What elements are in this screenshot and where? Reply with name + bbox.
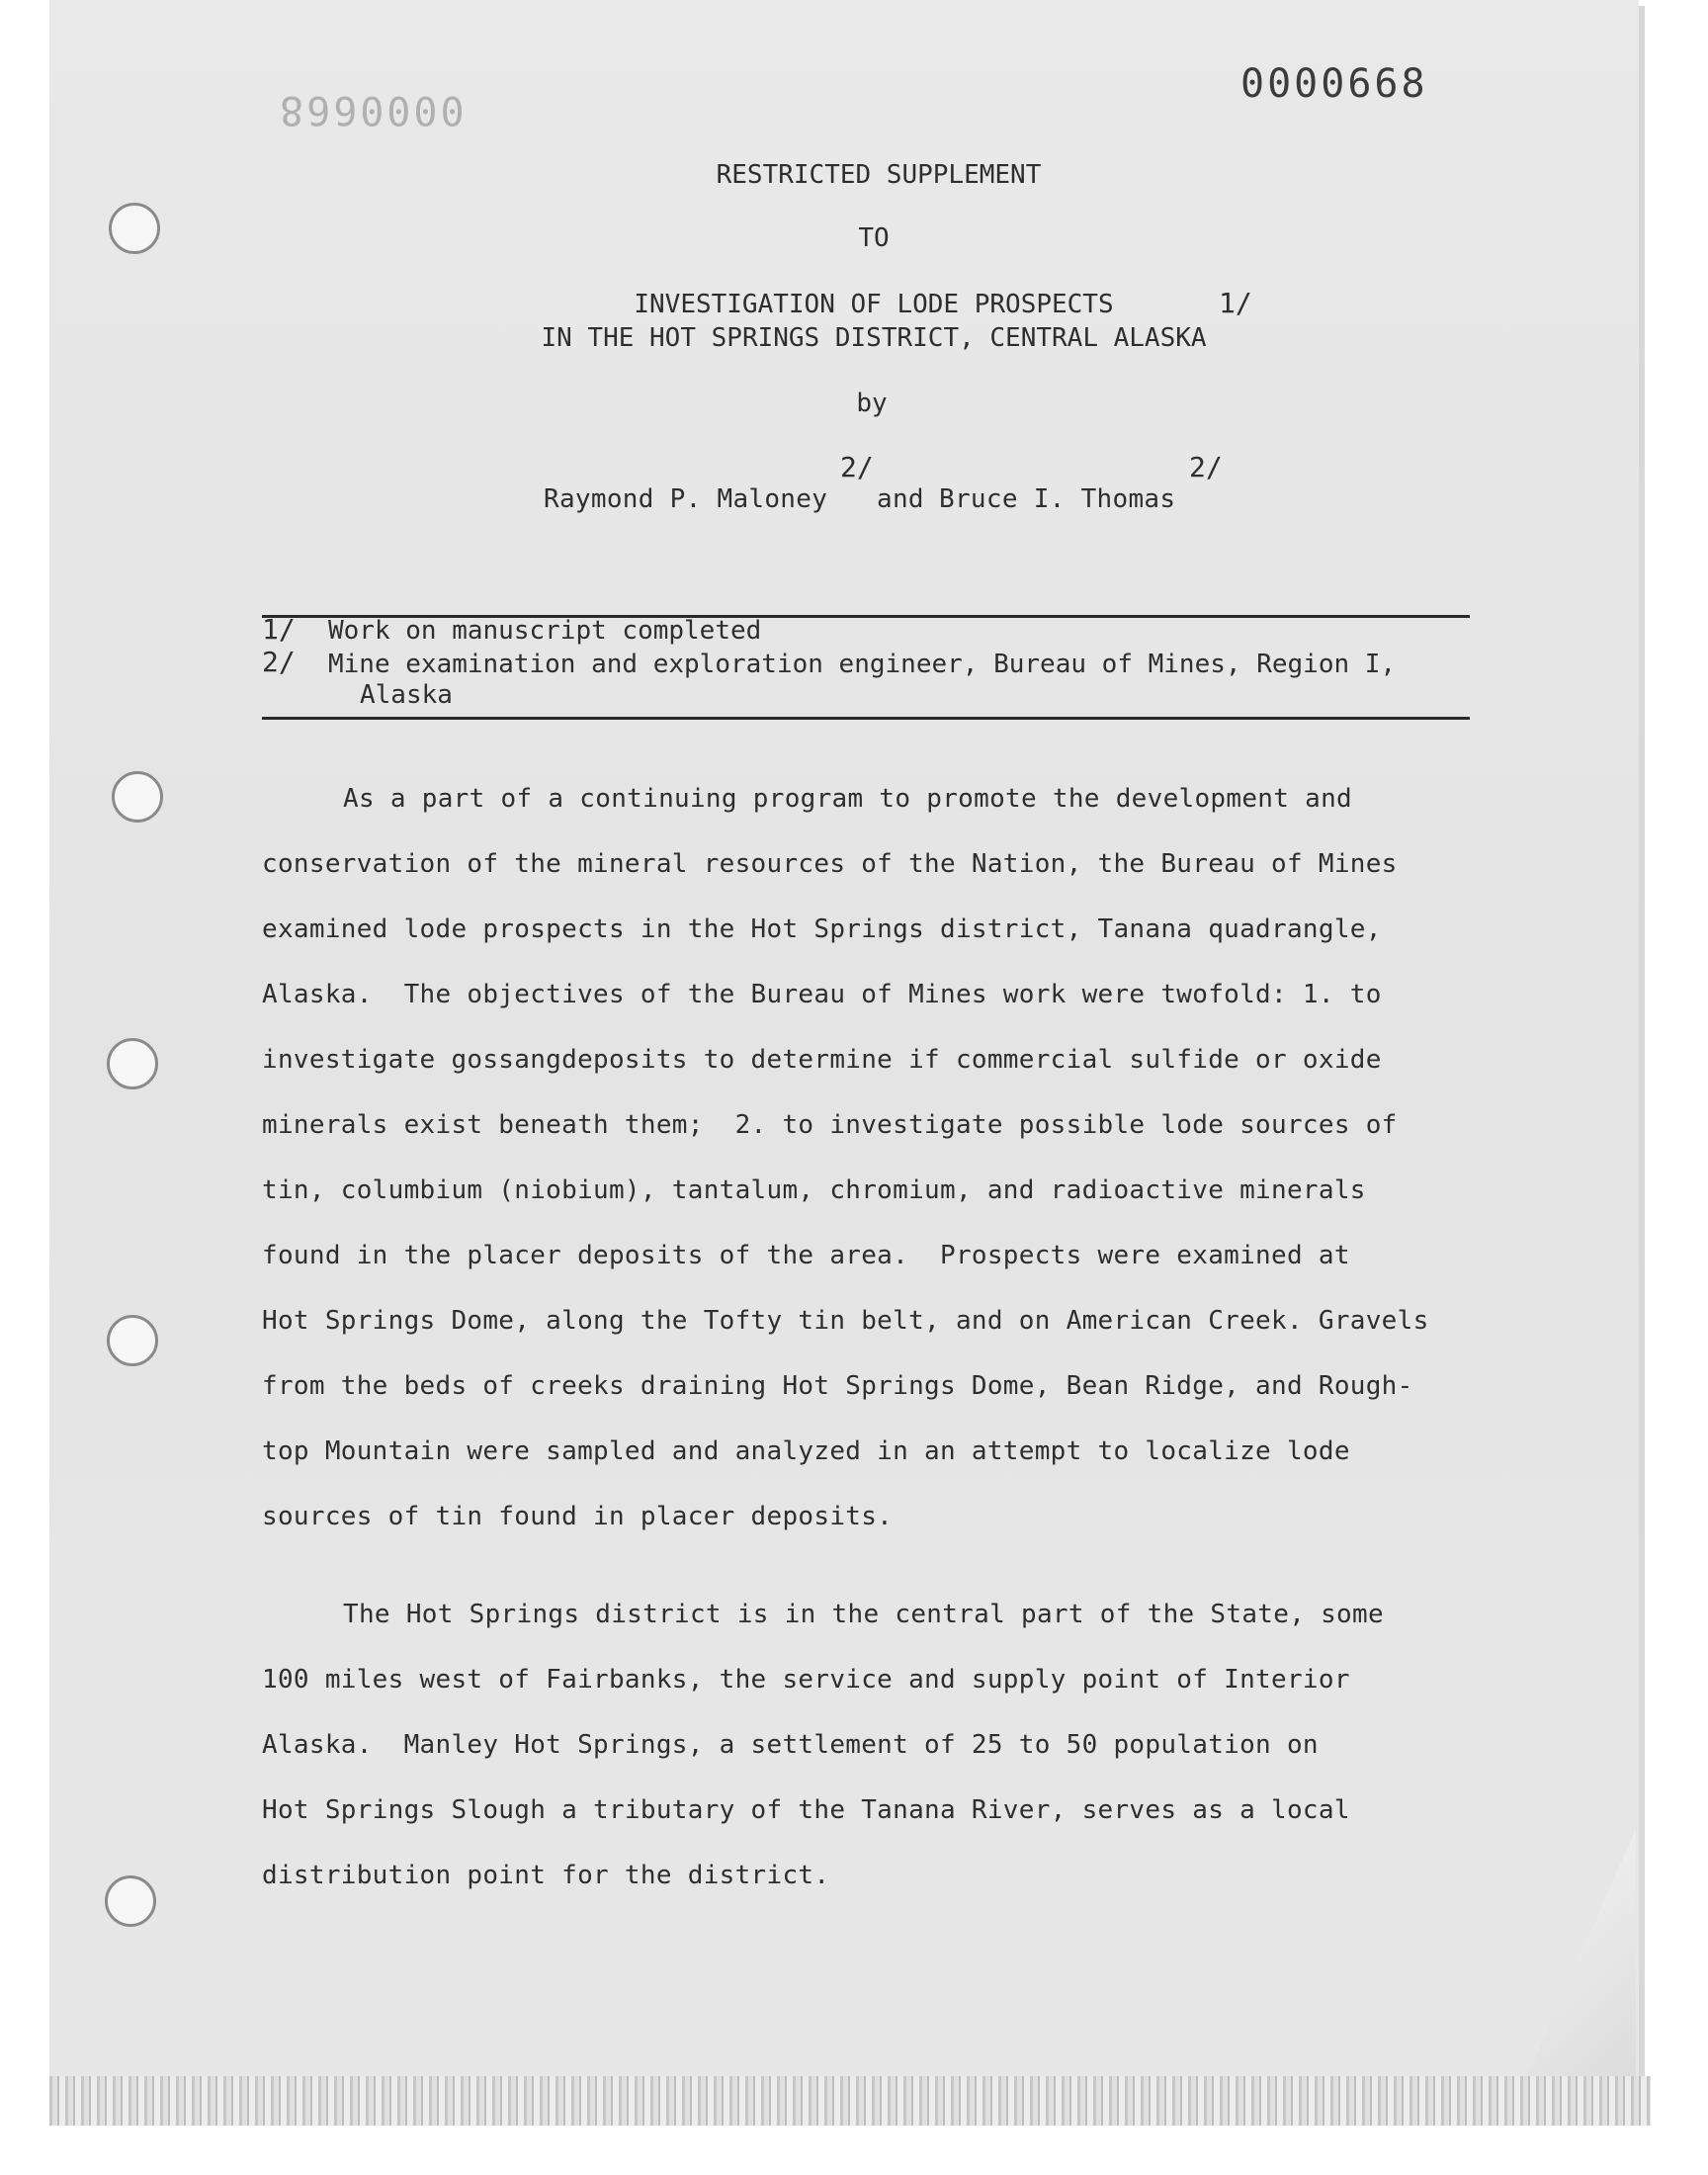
title-line-3: INVESTIGATION OF LODE PROSPECTS	[634, 290, 1114, 319]
author-2: Bruce I. Thomas	[939, 484, 1176, 514]
paragraph-1-line: examined lode prospects in the Hot Springs district, Tanana quadrangle,	[262, 914, 1382, 944]
footnote-1-mark: 1/	[262, 613, 296, 646]
paragraph-2-line: distribution point for the district.	[262, 1861, 830, 1890]
footnote-2-mark: 2/	[262, 646, 296, 678]
faded-document-number-stamp: 0000668	[277, 87, 465, 132]
paragraph-1-line: Alaska. The objectives of the Bureau of Mines work were twofold: 1. to	[262, 980, 1382, 1009]
punch-hole-4	[107, 1315, 158, 1366]
paragraph-1-line: investigate gossangdeposits to determine if commercial sulfide or oxide	[262, 1045, 1382, 1075]
paragraph-1-line: Hot Springs Dome, along the Tofty tin belt, and on American Creek. Gravels	[262, 1306, 1429, 1336]
paragraph-1-line: As a part of a continuing program to promote the development and	[343, 784, 1353, 814]
title-line-1: RESTRICTED SUPPLEMENT	[716, 160, 1042, 190]
paragraph-1-line: found in the placer deposits of the area. Prospects were examined at	[262, 1241, 1350, 1270]
paragraph-1-line: from the beds of creeks draining Hot Springs Dome, Bean Ridge, and Rough-	[262, 1371, 1413, 1401]
paragraph-1-line: sources of tin found in placer deposits.	[262, 1502, 894, 1531]
title-line-2: TO	[858, 223, 890, 253]
paragraph-2-line: 100 miles west of Fairbanks, the service and supply point of Interior	[262, 1665, 1350, 1695]
paragraph-2-line: Hot Springs Slough a tributary of the Tanana River, serves as a local	[262, 1795, 1350, 1825]
paragraph-1-line: tin, columbium (niobium), tantalum, chromium, and radioactive minerals	[262, 1175, 1366, 1205]
punch-hole-2	[112, 771, 163, 823]
paragraph-2-line: The Hot Springs district is in the central part of the State, some	[343, 1600, 1384, 1629]
title-line-4: IN THE HOT SPRINGS DISTRICT, CENTRAL ALASKA	[541, 323, 1207, 353]
footnote-1-text: Work on manuscript completed	[328, 616, 762, 646]
author-2-footnote-mark: 2/	[1189, 451, 1223, 483]
footnote-2-continued: Alaska	[360, 680, 453, 710]
author-1: Raymond P. Maloney	[544, 484, 828, 514]
footnote-rule-bottom	[262, 717, 1470, 720]
paragraph-1-line: minerals exist beneath them; 2. to investigate possible lode sources of	[262, 1110, 1398, 1140]
author-separator: and	[877, 484, 924, 514]
footnote-2-text: Mine examination and exploration engineer, Bureau of Mines, Region I,	[328, 650, 1397, 679]
title-footnote-mark: 1/	[1219, 287, 1252, 319]
author-1-footnote-mark: 2/	[840, 451, 874, 483]
byline-by: by	[856, 389, 888, 418]
punch-hole-5	[105, 1875, 156, 1927]
scan-edge-strip	[49, 2076, 1651, 2126]
paragraph-1-line: top Mountain were sampled and analyzed in an attempt to localize lode	[262, 1436, 1350, 1466]
document-number-stamp: 0000668	[1240, 61, 1428, 107]
paragraph-1-line: conservation of the mineral resources of the Nation, the Bureau of Mines	[262, 849, 1398, 879]
punch-hole-3	[107, 1038, 158, 1089]
paragraph-2-line: Alaska. Manley Hot Springs, a settlement of 25 to 50 population on	[262, 1730, 1319, 1760]
